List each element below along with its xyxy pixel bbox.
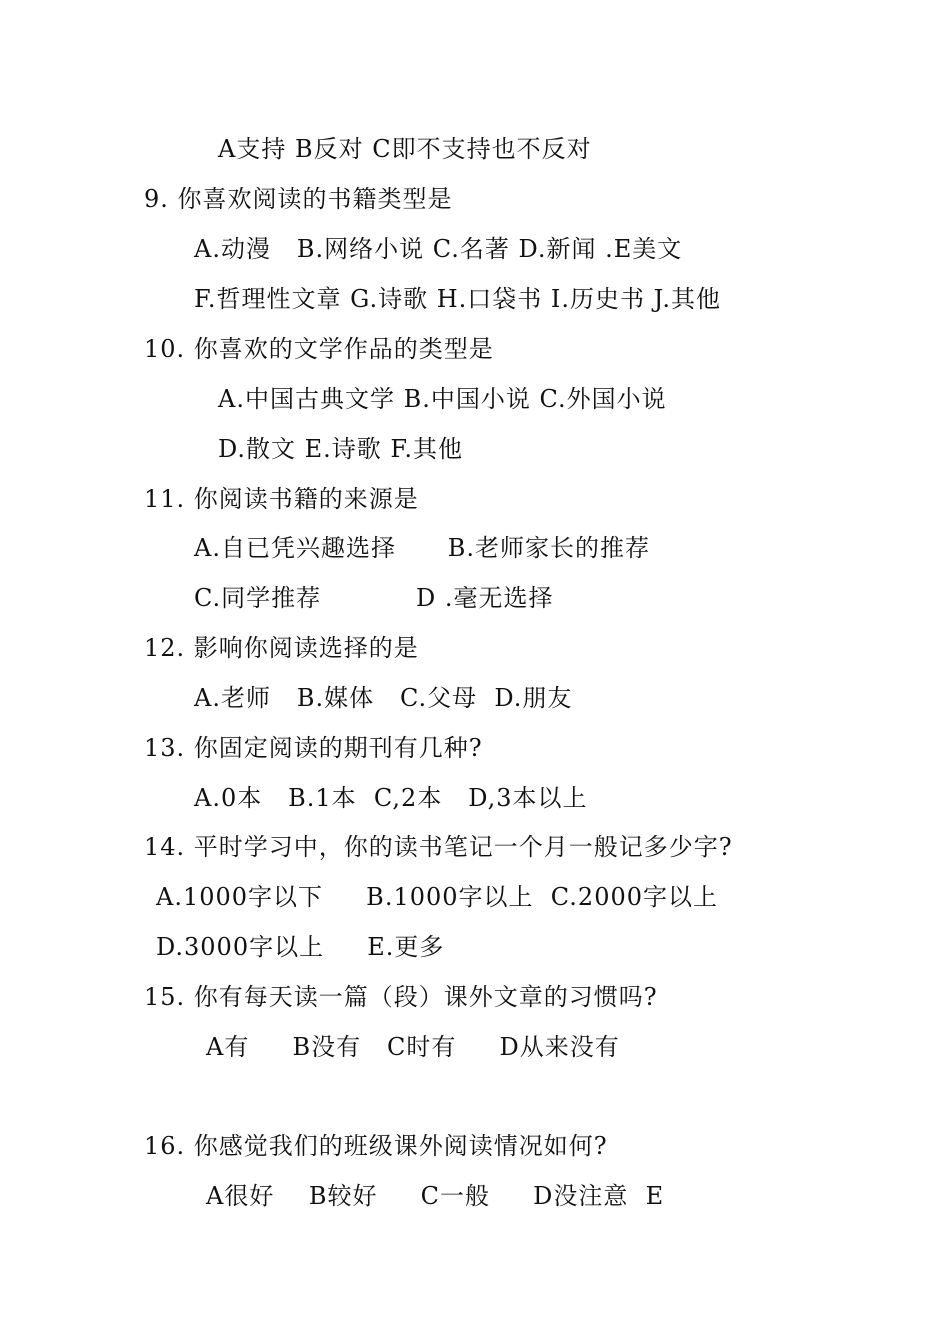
q16-options: A很好 B较好 C一般 D没注意 E <box>206 1182 665 1210</box>
q11-options-row1: A.自已凭兴趣选择 B.老师家长的推荐 <box>194 534 650 562</box>
q10-question: 10. 你喜欢的文学作品的类型是 <box>144 335 494 363</box>
q12-options: A.老师 B.媒体 C.父母 D.朋友 <box>194 684 573 712</box>
q11-question: 11. 你阅读书籍的来源是 <box>144 485 419 513</box>
q14-question: 14. 平时学习中，你的读书笔记一个月一般记多少字? <box>144 833 733 861</box>
q13-options: A.0本 B.1本 C,2本 D,3本以上 <box>194 784 588 812</box>
q10-options-row2: D.散文 E.诗歌 F.其他 <box>218 435 463 463</box>
q14-options-row2: D.3000字以上 E.更多 <box>156 933 445 961</box>
q15-question: 15. 你有每天读一篇（段）课外文章的习惯吗? <box>144 983 658 1011</box>
q9-options-row1: A.动漫 B.网络小说 C.名著 D.新闻 .E美文 <box>194 235 683 263</box>
q10-options-row1: A.中国古典文学 B.中国小说 C.外国小说 <box>218 385 667 413</box>
q12-question: 12. 影响你阅读选择的是 <box>144 634 419 662</box>
q16-question: 16. 你感觉我们的班级课外阅读情况如何? <box>144 1132 608 1160</box>
q15-options: A有 B没有 C时有 D从来没有 <box>206 1033 620 1061</box>
q9-question: 9. 你喜欢阅读的书籍类型是 <box>144 185 453 213</box>
q9-options-row2: F.哲理性文章 G.诗歌 H.口袋书 I.历史书 J.其他 <box>194 285 722 313</box>
q14-options-row1: A.1000字以下 B.1000字以上 C.2000字以上 <box>156 883 718 911</box>
q8-options: A支持 B反对 C即不支持也不反对 <box>218 135 592 163</box>
q11-options-row2: C.同学推荐 D .毫无选择 <box>194 584 554 612</box>
q13-question: 13. 你固定阅读的期刊有几种? <box>144 734 483 762</box>
